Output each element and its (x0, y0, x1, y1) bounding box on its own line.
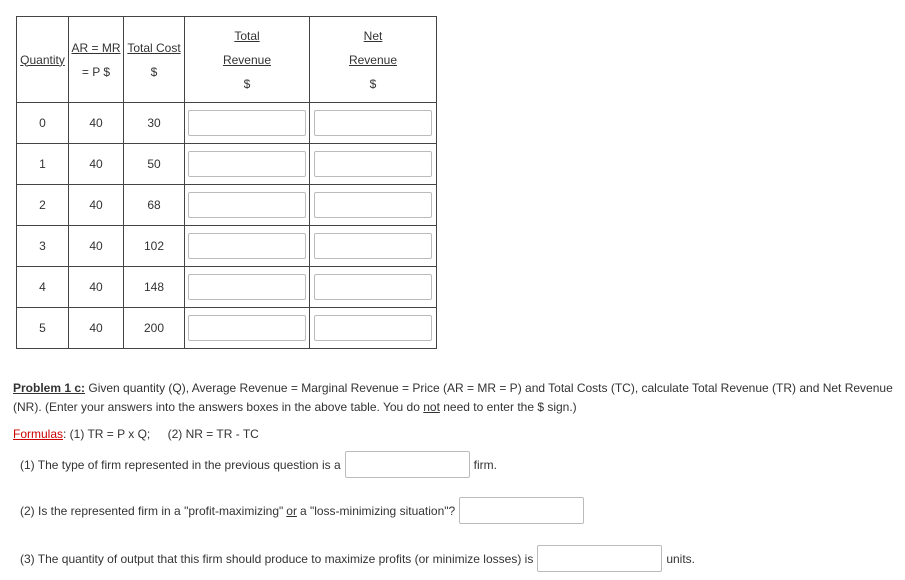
cell-tc: 102 (124, 226, 185, 267)
total-revenue-input[interactable] (188, 233, 306, 259)
cell-tc: 200 (124, 308, 185, 349)
net-revenue-input[interactable] (314, 151, 432, 177)
problem-text-b: need to enter the $ sign.) (439, 400, 577, 414)
revenue-table (16, 16, 437, 349)
header-nr-line1: Net (363, 28, 383, 43)
header-nr-line2: Revenue (348, 52, 398, 67)
question-2 (20, 497, 588, 524)
question-2-text-a: (2) Is the represented firm in a "profit-maximizing" (20, 503, 284, 518)
table-row (17, 308, 437, 349)
cell-tr (185, 267, 310, 308)
cell-ar: 40 (69, 185, 124, 226)
cell-tc: 30 (124, 103, 185, 144)
header-nr-line3: $ (369, 76, 377, 91)
cell-tr (185, 308, 310, 349)
cell-nr (310, 267, 437, 308)
cell-quantity: 3 (17, 226, 69, 267)
question-3 (20, 545, 695, 572)
total-revenue-input[interactable] (188, 274, 306, 300)
situation-input[interactable] (459, 497, 584, 524)
net-revenue-input[interactable] (314, 274, 432, 300)
question-2-text-b: a "loss-minimizing situation"? (299, 503, 456, 518)
table-row (17, 267, 437, 308)
formulas-line (13, 427, 259, 441)
cell-quantity: 2 (17, 185, 69, 226)
net-revenue-input[interactable] (314, 192, 432, 218)
cell-quantity: 5 (17, 308, 69, 349)
cell-quantity: 0 (17, 103, 69, 144)
cell-nr (310, 308, 437, 349)
question-2-or: or (286, 503, 297, 518)
total-revenue-input[interactable] (188, 315, 306, 341)
cell-ar: 40 (69, 267, 124, 308)
cell-nr (310, 185, 437, 226)
question-1 (20, 451, 497, 478)
header-total-revenue (185, 17, 310, 103)
output-quantity-input[interactable] (537, 545, 662, 572)
header-tr-line2: Revenue (222, 52, 272, 67)
header-tc-line1: Total Cost (127, 40, 181, 55)
header-ar-line1: AR = MR (71, 40, 121, 55)
question-3-suffix: units. (666, 551, 696, 566)
header-tr-line1: Total (234, 28, 260, 43)
question-3-text: (3) The quantity of output that this firm should produce to maximize profits (or minimize losses) is (20, 551, 534, 566)
total-revenue-input[interactable] (188, 192, 306, 218)
cell-nr (310, 144, 437, 185)
cell-tr (185, 144, 310, 185)
net-revenue-input[interactable] (314, 315, 432, 341)
cell-ar: 40 (69, 226, 124, 267)
header-quantity (17, 17, 69, 103)
cell-ar: 40 (69, 103, 124, 144)
total-revenue-input[interactable] (188, 151, 306, 177)
problem-label: Problem 1 c: (13, 381, 86, 395)
net-revenue-input[interactable] (314, 110, 432, 136)
problem-not-word: not (423, 400, 440, 414)
cell-nr (310, 103, 437, 144)
table-row (17, 103, 437, 144)
table-row (17, 144, 437, 185)
cell-tc: 68 (124, 185, 185, 226)
problem-text-a: Given quantity (Q), Average Revenue = Marginal Revenue = Price (AR = MR = P) and Total Costs (TC), calculate Total Revenue (TR) and Net Revenue (NR). (Enter your answers into the answers boxes in the above table. You do (13, 381, 893, 414)
cell-nr (310, 226, 437, 267)
cell-ar: 40 (69, 308, 124, 349)
table-row (17, 185, 437, 226)
question-1-text: (1) The type of firm represented in the previous question is a (20, 457, 341, 472)
header-net-revenue (310, 17, 437, 103)
header-tc-line2: $ (150, 64, 158, 79)
cell-tr (185, 103, 310, 144)
table-row (17, 226, 437, 267)
question-1-suffix: firm. (473, 457, 497, 472)
header-ar-line2: = P $ (81, 64, 111, 79)
cell-quantity: 1 (17, 144, 69, 185)
total-revenue-input[interactable] (188, 110, 306, 136)
formulas-label: Formulas (13, 427, 64, 441)
formula-2: (2) NR = TR - TC (167, 427, 259, 441)
problem-statement (13, 379, 893, 417)
firm-type-input[interactable] (345, 451, 470, 478)
formula-1: : (1) TR = P x Q; (63, 427, 151, 441)
header-tr-line3: $ (243, 76, 251, 91)
cell-tc: 148 (124, 267, 185, 308)
header-quantity-label: Quantity (20, 52, 65, 67)
cell-tr (185, 226, 310, 267)
cell-tr (185, 185, 310, 226)
header-total-cost (124, 17, 185, 103)
cell-quantity: 4 (17, 267, 69, 308)
net-revenue-input[interactable] (314, 233, 432, 259)
cell-tc: 50 (124, 144, 185, 185)
header-ar-mr (69, 17, 124, 103)
cell-ar: 40 (69, 144, 124, 185)
